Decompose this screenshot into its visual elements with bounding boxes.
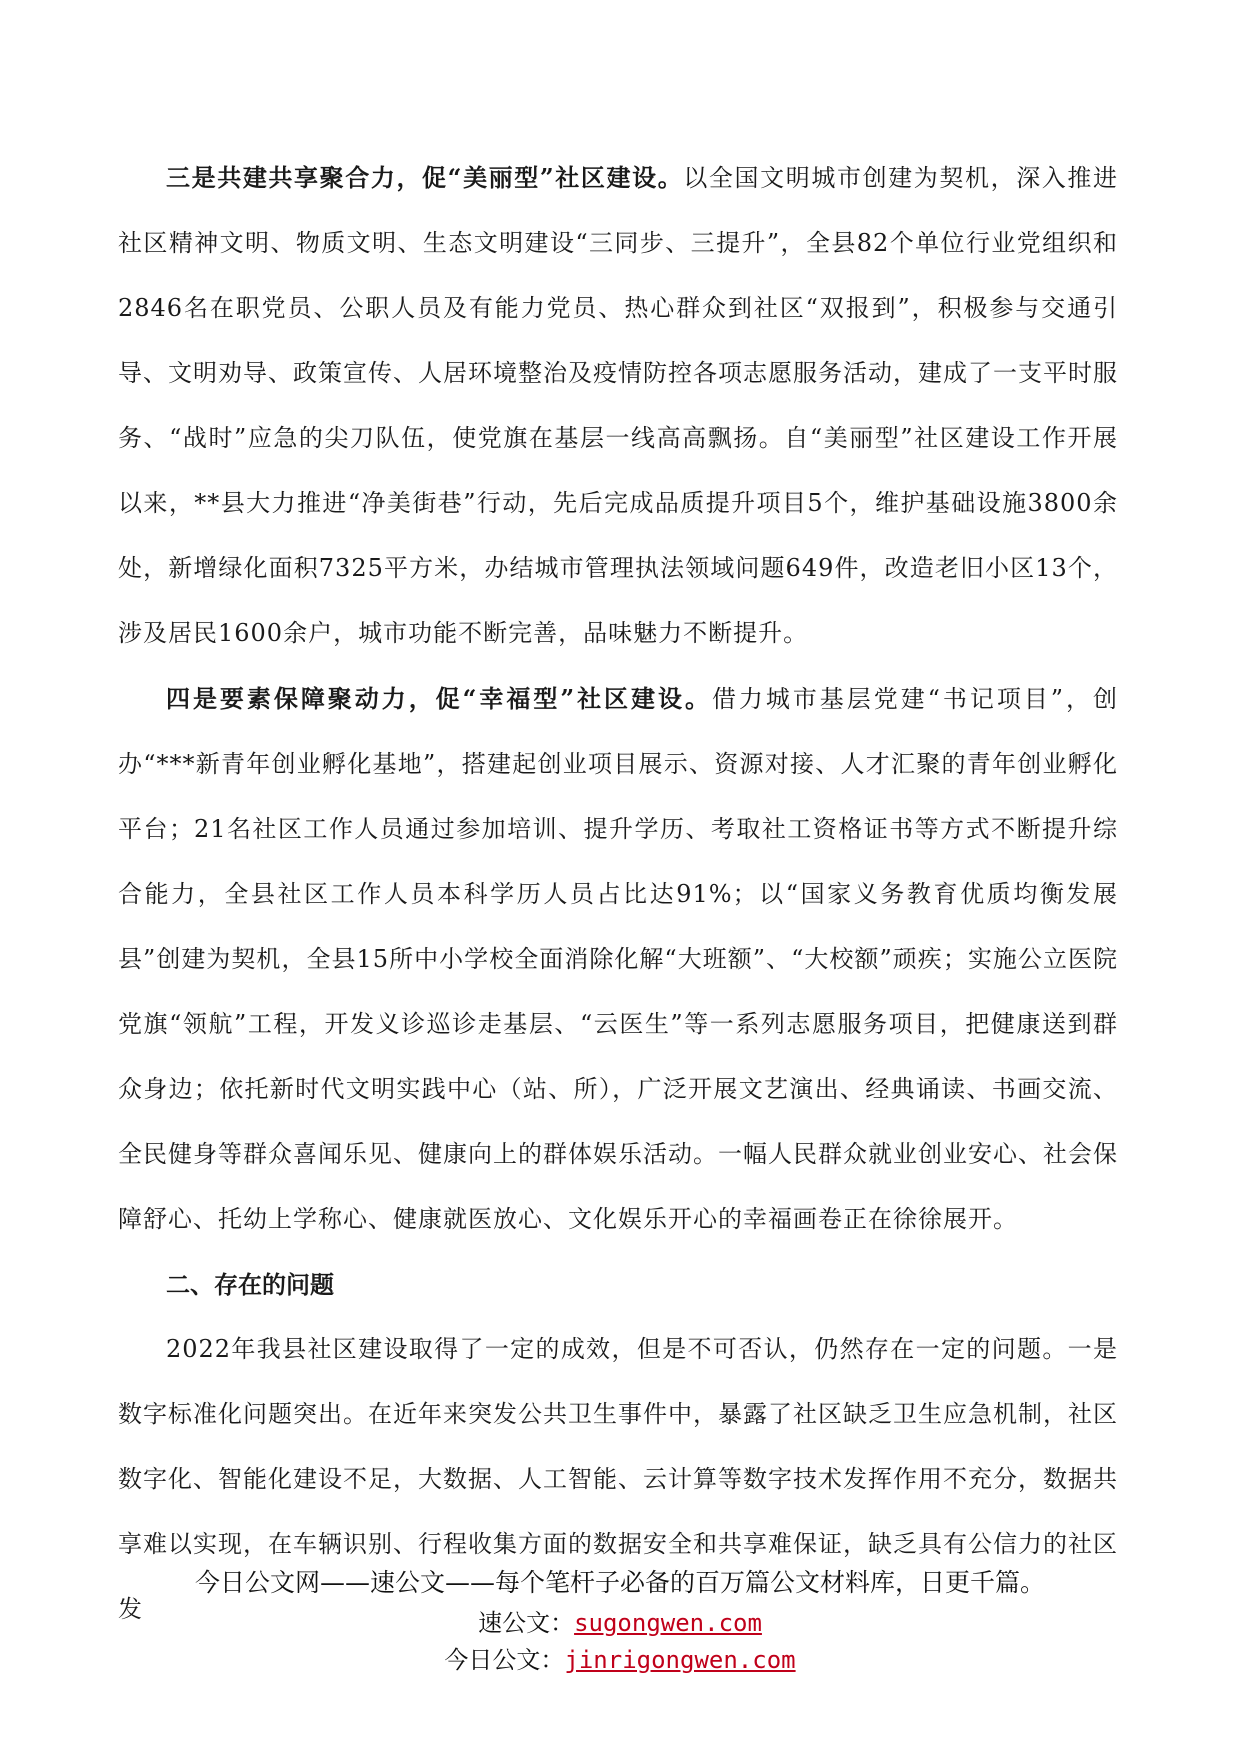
- jinrigongwen-link[interactable]: jinrigongwen.com: [564, 1646, 796, 1674]
- sugongwen-link[interactable]: sugongwen.com: [574, 1609, 762, 1637]
- footer-label: 速公文：: [478, 1609, 575, 1637]
- paragraph-lead: 三是共建共享聚合力，促“美丽型”社区建设。: [166, 163, 684, 192]
- paragraph-lead: 四是要素保障聚动力，促“幸福型”社区建设。: [166, 684, 712, 713]
- paragraph-text: 借力城市基层党建“书记项目”，创办“***新青年创业孵化基地”，搭建起创业项目展示、资源对接、人才汇聚的青年创业孵化平台；21名社区工作人员通过参加培训、提升学历、考取社工资格证书等方式不断提升综合能力，全县社区工作人员本科学历人员占比达91%；以“国家义务教育优质均衡发展县”创建为契机，全县15所中小学校全面消除化解“大班额”、“大校额”顽疾；实施公立医院党旗“领航”工程，开发义诊巡诊走基层、“云医生”等一系列志愿服务项目，把健康送到群众身边；依托新时代文明实践中心（站、所），广泛开展文艺演出、经典诵读、书画交流、全民健身等群众喜闻乐见、健康向上的群体娱乐活动。一幅人民群众就业创业安心、社会保障舒心、托幼上学称心、健康就医放心、文化娱乐开心的幸福画卷正在徐徐展开。: [118, 685, 1118, 1233]
- footer-slogan: 今日公文网——速公文——每个笔杆子必备的百万篇公文材料库，日更千篇。: [194, 1568, 1045, 1597]
- paragraph-problems: 2022年我县社区建设取得了一定的成效，但是不可否认，仍然存在一定的问题。一是数字标准化问题突出。在近年来突发公共卫生事件中，暴露了社区缺乏卫生应急机制，社区数字化、智能化建设不足，大数据、人工智能、云计算等数字技术发挥作用不充分，数据共享难以实现，在车辆识别、行程收集方面的数据安全和共享难保证，缺乏具有公信力的社区发: [118, 1335, 1118, 1623]
- document-body: [118, 145, 1118, 1642]
- footer-label: 今日公文：: [444, 1646, 565, 1674]
- footer-link-row-jinrigongwen: [0, 1640, 1240, 1675]
- paragraph-happy-community: [118, 666, 1118, 1252]
- paragraph-beautiful-community: [118, 145, 1118, 666]
- section-heading: 二、存在的问题: [166, 1270, 334, 1299]
- paragraph-text: 以全国文明城市创建为契机，深入推进社区精神文明、物质文明、生态文明建设“三同步、三提升”，全县82个单位行业党组织和2846名在职党员、公职人员及有能力党员、热心群众到社区“双报到”，积极参与交通引导、文明劝导、政策宣传、人居环境整治及疫情防控各项志愿服务活动，建成了一支平时服务、“战时”应急的尖刀队伍，使党旗在基层一线高高飘扬。自“美丽型”社区建设工作开展以来，**县大力推进“净美街巷”行动，先后完成品质提升项目5个，维护基础设施3800余处，新增绿化面积7325平方米，办结城市管理执法领域问题649件，改造老旧小区13个，涉及居民1600余户，城市功能不断完善，品味魅力不断提升。: [118, 164, 1119, 647]
- footer-link-row-sugongwen: [0, 1603, 1240, 1638]
